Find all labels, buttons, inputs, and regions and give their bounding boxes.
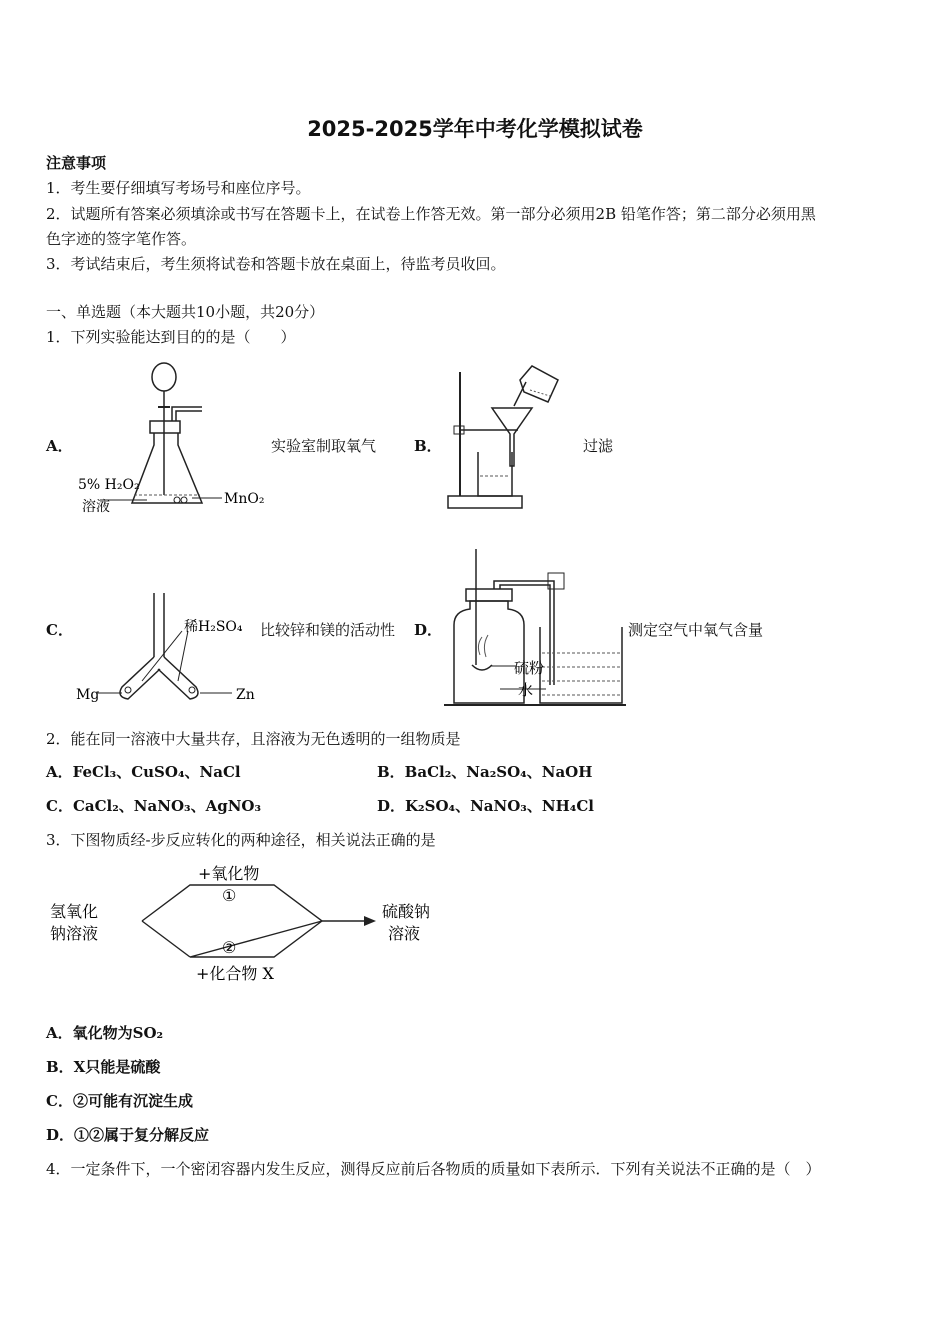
mg-label: Mg	[76, 687, 100, 703]
question-2-stem: 2．能在同一溶液中大量共存，且溶液为无色透明的一组物质是	[46, 730, 461, 748]
water-label: 水	[518, 681, 534, 699]
q1-option-b-letter: B．	[414, 437, 442, 455]
q1-option-a-text: 实验室制取氧气	[271, 437, 377, 455]
reaction-path-diagram	[46, 857, 446, 989]
section-heading: 一、单选题（本大题共10小题，共20分）	[46, 303, 325, 321]
q1-option-a-letter: A．	[46, 437, 73, 455]
q3-option-b: B．X只能是硫酸	[46, 1058, 161, 1076]
mno2-label: MnO₂	[224, 491, 265, 507]
q3-option-a: A．氧化物为SO₂	[46, 1024, 164, 1042]
diagram-bottom-label: +化合物 X	[196, 964, 274, 983]
q3-option-c: C．②可能有沉淀生成	[46, 1092, 193, 1110]
diagram-right-line2: 溶液	[388, 924, 421, 943]
q1-option-b-text: 过滤	[583, 437, 614, 455]
notice-item: 3．考试结束后，考生须将试卷和答题卡放在桌面上，待监考员收回。	[46, 255, 506, 273]
q2-option-d: D．K₂SO₄、NaNO₃、NH₄Cl	[377, 797, 594, 815]
q2-option-a: A．FeCl₃、CuSO₄、NaCl	[46, 763, 241, 781]
page-title: 2025-2025学年中考化学模拟试卷	[307, 117, 643, 141]
diagram-right-line1: 硫酸钠	[382, 902, 431, 921]
diagram-left-line1: 氢氧化	[50, 902, 99, 921]
q3-option-d: D．①②属于复分解反应	[46, 1126, 210, 1144]
notice-heading: 注意事项	[46, 154, 107, 172]
diagram-left-line2: 钠溶液	[50, 924, 99, 943]
q1-option-d-letter: D．	[414, 621, 443, 639]
question-4-stem: 4．一定条件下，一个密闭容器内发生反应，测得反应前后各物质的质量如下表所示．下列有关说法不正确的是（ ）	[46, 1160, 821, 1178]
diagram-top-label: +氧化物	[198, 864, 260, 883]
q1-option-c-text: 比较锌和镁的活动性	[260, 621, 396, 639]
dilute-h2so4-label: 稀H₂SO₄	[184, 619, 243, 635]
y-tube-metal-activity-figure	[72, 585, 262, 710]
oxygen-content-apparatus-figure	[440, 545, 630, 710]
q1-option-c-letter: C．	[46, 621, 73, 639]
diagram-bottom-number: ②	[222, 938, 237, 957]
q1-option-d-text: 测定空气中氧气含量	[628, 621, 764, 639]
filtration-apparatus-figure	[440, 362, 570, 514]
zn-label: Zn	[236, 687, 255, 703]
q2-option-c: C．CaCl₂、NaNO₃、AgNO₃	[46, 797, 262, 815]
question-3-stem: 3．下图物质经-步反应转化的两种途径，相关说法正确的是	[46, 831, 436, 849]
diagram-top-number: ①	[222, 886, 237, 905]
h2o2-label: 5% H₂O₂	[78, 477, 140, 493]
oxygen-generation-apparatus-figure	[72, 355, 282, 520]
notice-item: 色字迹的签字笔作答。	[46, 230, 197, 248]
sulfur-powder-label: 硫粉	[514, 659, 545, 677]
notice-item: 2．试题所有答案必须填涂或书写在答题卡上，在试卷上作答无效。第一部分必须用2B 铅笔作答；第二部分必须用黑	[46, 205, 816, 223]
solution-label: 溶液	[82, 499, 110, 515]
notice-item: 1．考生要仔细填写考场号和座位序号。	[46, 179, 311, 197]
q2-option-b: B．BaCl₂、Na₂SO₄、NaOH	[377, 763, 593, 781]
question-1-stem: 1．下列实验能达到目的的是（ ）	[46, 328, 296, 346]
